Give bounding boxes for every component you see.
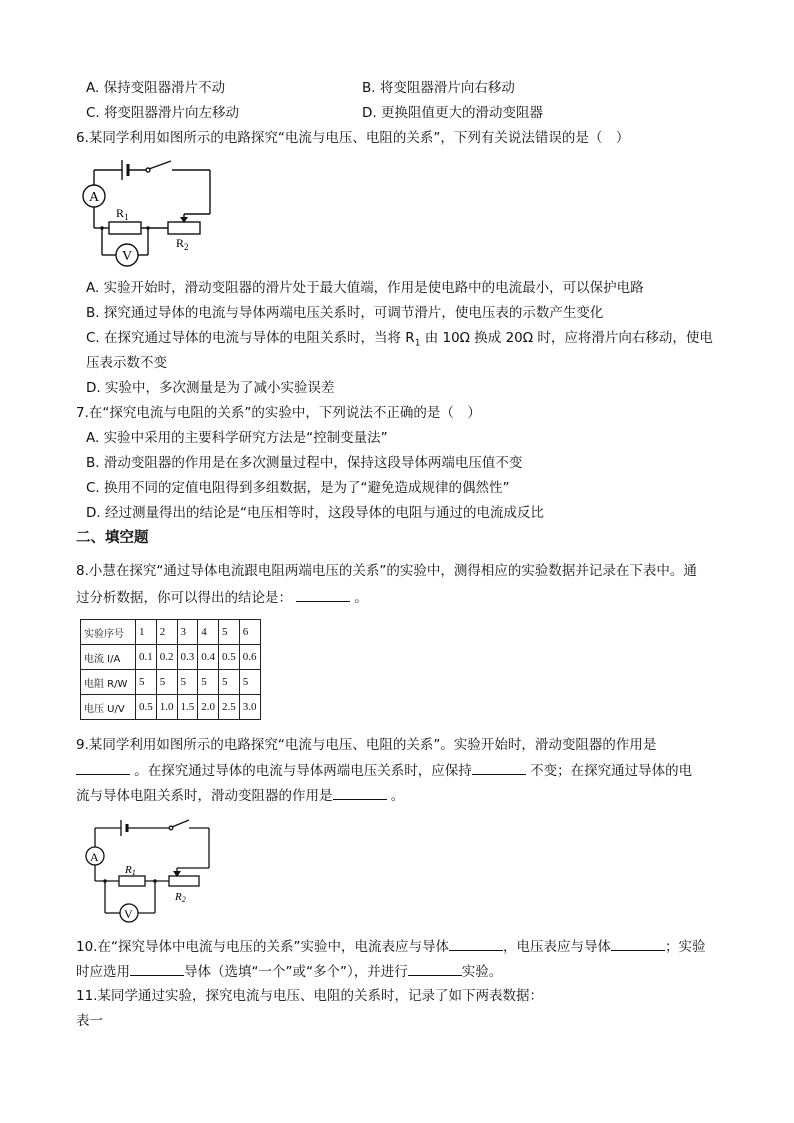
q10-line1-a: 10.在“探究导体中电流与电压的关系”实验中，电流表应与导体	[76, 939, 449, 955]
q7-stem: 7.在“探究电流与电阻的关系”的实验中，下列说法不正确的是（ ）	[76, 405, 481, 421]
q10-blank-1[interactable]	[449, 937, 503, 951]
q10-blank-2[interactable]	[611, 937, 665, 951]
q10-line2-b: 导体（选填“一个”或“多个”），并进行	[184, 964, 408, 980]
q9-line3-a: 流与导体电阻关系时，滑动变阻器的作用是	[76, 788, 333, 804]
table-row-header: 电阻 R/W	[81, 670, 136, 695]
table-cell: 3.0	[239, 695, 260, 720]
q6-option-a: A. 实验开始时，滑动变阻器的滑片处于最大值端，作用是使电路中的电流最小，可以保护电路	[86, 280, 644, 296]
q6-stem: 6.某同学利用如图所示的电路探究“电流与电压、电阻的关系”，下列有关说法错误的是（ ）	[76, 130, 630, 146]
q5-option-c: C. 将变阻器滑片向左移动	[86, 105, 240, 121]
table-cell: 0.1	[136, 645, 157, 670]
table-cell: 0.5	[219, 645, 240, 670]
q9-r1-subscript: 1	[131, 868, 136, 877]
q8-line2	[76, 588, 368, 607]
table-cell: 0.2	[156, 645, 177, 670]
table-cell: 0.6	[239, 645, 260, 670]
q9-blank-3[interactable]	[333, 786, 387, 800]
q6-r1-subscript: 1	[124, 212, 129, 222]
table-cell: 5	[177, 670, 198, 695]
q5-option-b: B. 将变阻器滑片向右移动	[362, 80, 515, 96]
q6-option-d: D. 实验中，多次测量是为了减小实验误差	[86, 380, 335, 396]
q6-option-c-line2: 压表示数不变	[86, 355, 167, 371]
svg-text:A	[89, 190, 100, 205]
q8-line2-post: 。	[350, 590, 368, 606]
svg-text:R2	[176, 236, 189, 252]
table-cell: 0.3	[177, 645, 198, 670]
q6-option-c-line1	[86, 329, 713, 353]
q9-blank-2[interactable]	[472, 761, 526, 775]
q9-r2-subscript: 2	[181, 895, 186, 904]
table-row-header: 电压 U/V	[81, 695, 136, 720]
table-cell: 1	[136, 620, 157, 645]
table-row	[81, 670, 261, 695]
q10-line2	[76, 962, 502, 981]
table-row-header: 实验序号	[81, 620, 136, 645]
q8-data-table	[80, 619, 261, 720]
q9-line2	[76, 761, 692, 780]
table-cell: 6	[239, 620, 260, 645]
q7-option-b: B. 滑动变阻器的作用是在多次测量过程中，保持这段导体两端电压值不变	[86, 455, 523, 471]
svg-text:A	[90, 850, 99, 864]
table-row	[81, 645, 261, 670]
q9-line3-b: 。	[386, 788, 405, 804]
q9-r2-label: R	[175, 891, 182, 903]
q8-line1: 8.小慧在探究“通过导体电流跟电阻两端电压的关系”的实验中，测得相应的实验数据并记录在下表中。通	[76, 563, 697, 579]
table-cell: 5	[198, 670, 219, 695]
table-row-header: 电流 I/A	[81, 645, 136, 670]
q10-line1-b: ，电压表应与导体	[502, 939, 611, 955]
table-cell: 3	[177, 620, 198, 645]
table-cell: 5	[219, 670, 240, 695]
q7-option-d: D. 经过测量得出的结论是“电压相等时，这段导体的电阻与通过的电流成反比	[86, 505, 544, 521]
q11-stem: 11.某同学通过实验，探究电流与电压、电阻的关系时，记录了如下两表数据：	[76, 988, 543, 1004]
q9-circuit-diagram	[77, 816, 217, 926]
table-cell: 1.0	[156, 695, 177, 720]
q10-line2-a: 时应选用	[76, 964, 130, 980]
svg-text:R1	[124, 864, 136, 877]
table-row	[81, 695, 261, 720]
q6-option-b: B. 探究通过导体的电流与导体两端电压关系时，可调节滑片，使电压表的示数产生变化	[86, 305, 604, 321]
svg-text:R2	[174, 891, 186, 904]
q6-option-c-subscript: 1	[414, 338, 421, 349]
q9-line2-b: 不变；在探究通过导体的电	[525, 763, 693, 779]
table-cell: 5	[239, 670, 260, 695]
q9-line2-a: 。在探究通过导体的电流与导体两端电压关系时，应保持	[130, 763, 472, 779]
table-cell: 5	[219, 620, 240, 645]
q9-r1-label: R	[125, 864, 132, 876]
q6-r1-label: R	[116, 206, 125, 220]
table-cell: 0.4	[198, 645, 219, 670]
table-cell: 1.5	[177, 695, 198, 720]
svg-text:V	[122, 249, 132, 264]
q11-table-label: 表一	[76, 1013, 103, 1029]
q9-blank-1[interactable]	[76, 761, 130, 775]
svg-text:R1	[116, 206, 129, 222]
table-cell: 5	[136, 670, 157, 695]
q10-line2-c: 实验。	[461, 964, 503, 980]
q6-option-c-post: 由 10Ω 换成 20Ω 时，应将滑片向右移动，使电	[420, 330, 713, 346]
q9-line1: 9.某同学利用如图所示的电路探究“电流与电压、电阻的关系”。实验开始时，滑动变阻器的作用是	[76, 737, 657, 753]
q8-line2-pre: 过分析数据，你可以得出的结论是：	[76, 590, 292, 606]
table-cell: 5	[156, 670, 177, 695]
q6-voltmeter-label: V	[122, 249, 133, 264]
q7-option-c: C. 换用不同的定值电阻得到多组数据，是为了“避免造成规律的偶然性”	[86, 480, 510, 496]
table-cell: 0.5	[136, 695, 157, 720]
table-cell: 2	[156, 620, 177, 645]
q7-option-a: A. 实验中采用的主要科学研究方法是“控制变量法”	[86, 430, 388, 446]
q9-line3	[76, 786, 404, 805]
q6-ammeter-label: A	[89, 190, 100, 205]
table-cell: 2.0	[198, 695, 219, 720]
q10-line1-c: ；实验	[664, 939, 706, 955]
q9-voltmeter-label: V	[124, 907, 133, 921]
q5-option-a: A. 保持变阻器滑片不动	[86, 80, 226, 96]
svg-text:V	[124, 907, 133, 921]
q10-blank-3[interactable]	[130, 962, 184, 976]
q6-circuit-diagram	[76, 152, 226, 272]
table-cell: 2.5	[219, 695, 240, 720]
q6-r2-subscript: 2	[184, 242, 189, 252]
q6-option-c-pre: C. 在探究通过导体的电流与导体的电阻关系时，当将 R	[86, 330, 415, 346]
q6-r2-label: R	[176, 236, 185, 250]
q8-answer-blank[interactable]	[296, 588, 350, 602]
q10-line1	[76, 937, 705, 956]
section-title: 二、填空题	[76, 530, 149, 546]
q5-option-d: D. 更换阻值更大的滑动变阻器	[362, 105, 543, 121]
table-row	[81, 620, 261, 645]
table-cell: 4	[198, 620, 219, 645]
q10-blank-4[interactable]	[408, 962, 462, 976]
q9-ammeter-label: A	[90, 850, 99, 864]
